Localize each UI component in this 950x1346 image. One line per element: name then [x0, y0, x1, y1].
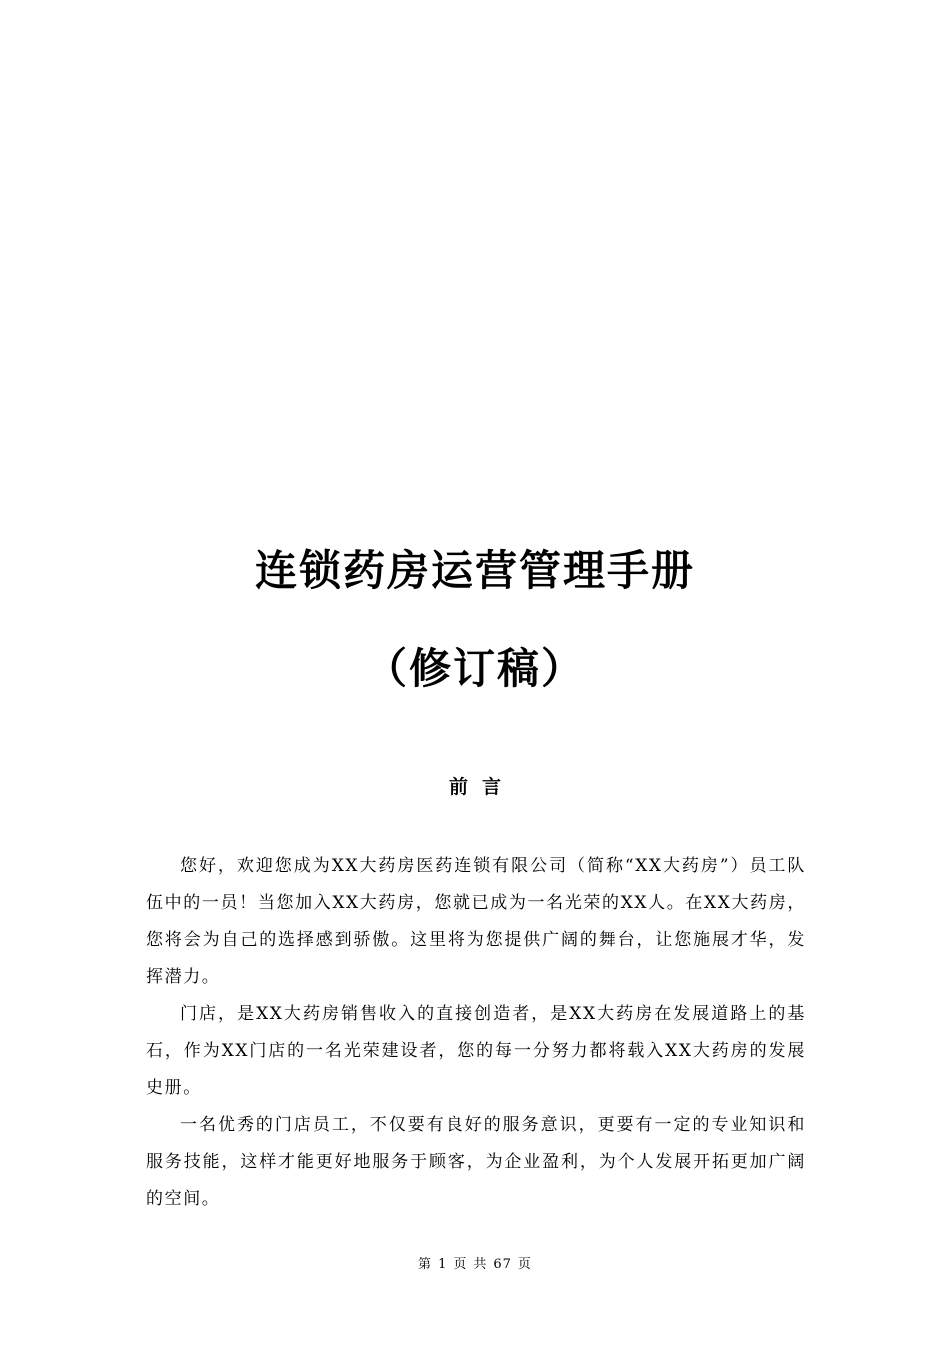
footer-label-page: 第: [418, 1257, 433, 1272]
body-text: [146, 848, 806, 1218]
footer-current-page: 1: [438, 1257, 448, 1272]
footer-label-total: 共: [473, 1257, 488, 1272]
footer-total-pages: 67: [493, 1257, 512, 1272]
footer-label-page-unit: 页: [453, 1257, 468, 1272]
paragraph-2: 门店，是XX大药房销售收入的直接创造者，是XX大药房在发展道路上的基石，作为XX门店的一名光荣建设者，您的每一分努力都将载入XX大药房的发展史册。: [146, 1004, 806, 1098]
paragraph-3: 一名优秀的门店员工，不仅要有良好的服务意识，更要有一定的专业知识和服务技能，这样才能更好地服务于顾客，为企业盈利，为个人发展开拓更加广阔的空间。: [146, 1115, 806, 1209]
page-footer: [0, 1253, 950, 1272]
document-title: 连锁药房运营管理手册: [254, 546, 695, 595]
section-heading: 前言: [448, 776, 515, 798]
footer-label-total-unit: 页: [517, 1257, 532, 1272]
document-subtitle: （修订稿）: [364, 644, 585, 693]
paragraph-1: 您好，欢迎您成为XX大药房医药连锁有限公司（简称“XX大药房”）员工队伍中的一员！当您加入XX大药房，您就已成为一名光荣的XX人。在XX大药房，您将会为自己的选择感到骄傲。这里将为您提供广阔的舞台，让您施展才华，发挥潜力。: [146, 856, 806, 987]
